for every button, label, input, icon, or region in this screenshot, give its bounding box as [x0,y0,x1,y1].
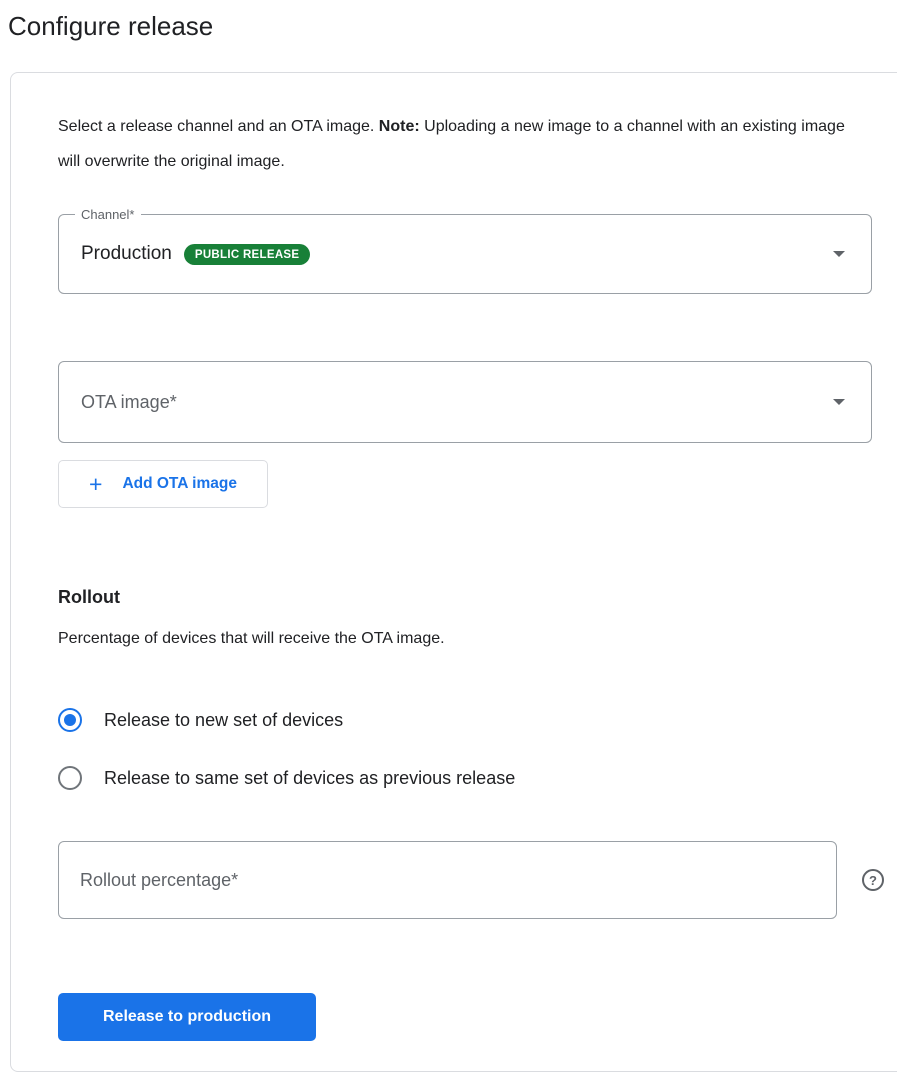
radio-option-new-devices-label: Release to new set of devices [104,709,344,730]
radio-unselected-icon [58,766,82,790]
ota-image-select[interactable] [58,361,872,443]
public-release-badge: PUBLIC RELEASE [184,244,311,265]
rollout-heading: Rollout [58,587,120,607]
radio-option-same-devices[interactable] [58,764,897,792]
add-ota-image-button[interactable] [58,460,268,508]
intro-text [58,109,863,179]
rollout-percentage-input[interactable] [58,841,837,919]
radio-selected-icon [58,708,82,732]
radio-option-same-devices-label: Release to same set of devices as previous release [104,767,516,788]
rollout-description: Percentage of devices that will receive the OTA image. [58,630,445,647]
add-ota-image-button-label: Add OTA image [122,475,237,492]
channel-select-value: Production [81,243,172,264]
ota-image-select-placeholder: OTA image* [81,391,177,412]
ota-image-select-row [59,362,871,442]
rollout-percentage-row [58,841,897,919]
caret-down-icon [833,251,845,257]
intro-text-after-note: Uploading a new image to a channel with an existing image will overwrite the original image. [58,118,845,170]
plus-icon: + [89,470,103,497]
release-to-production-button[interactable]: Release to production [58,993,316,1041]
intro-note-label: Note: [378,118,420,135]
channel-select-value-row [59,215,871,293]
page-title: Configure release [8,11,214,41]
configure-release-card [10,72,897,1072]
channel-select[interactable] [58,207,872,294]
caret-down-icon [833,399,845,405]
help-icon[interactable]: ? [862,869,884,891]
intro-text-before-note: Select a release channel and an OTA image. [58,118,379,135]
radio-option-new-devices[interactable] [58,706,897,734]
channel-select-label: Channel* [75,206,141,223]
